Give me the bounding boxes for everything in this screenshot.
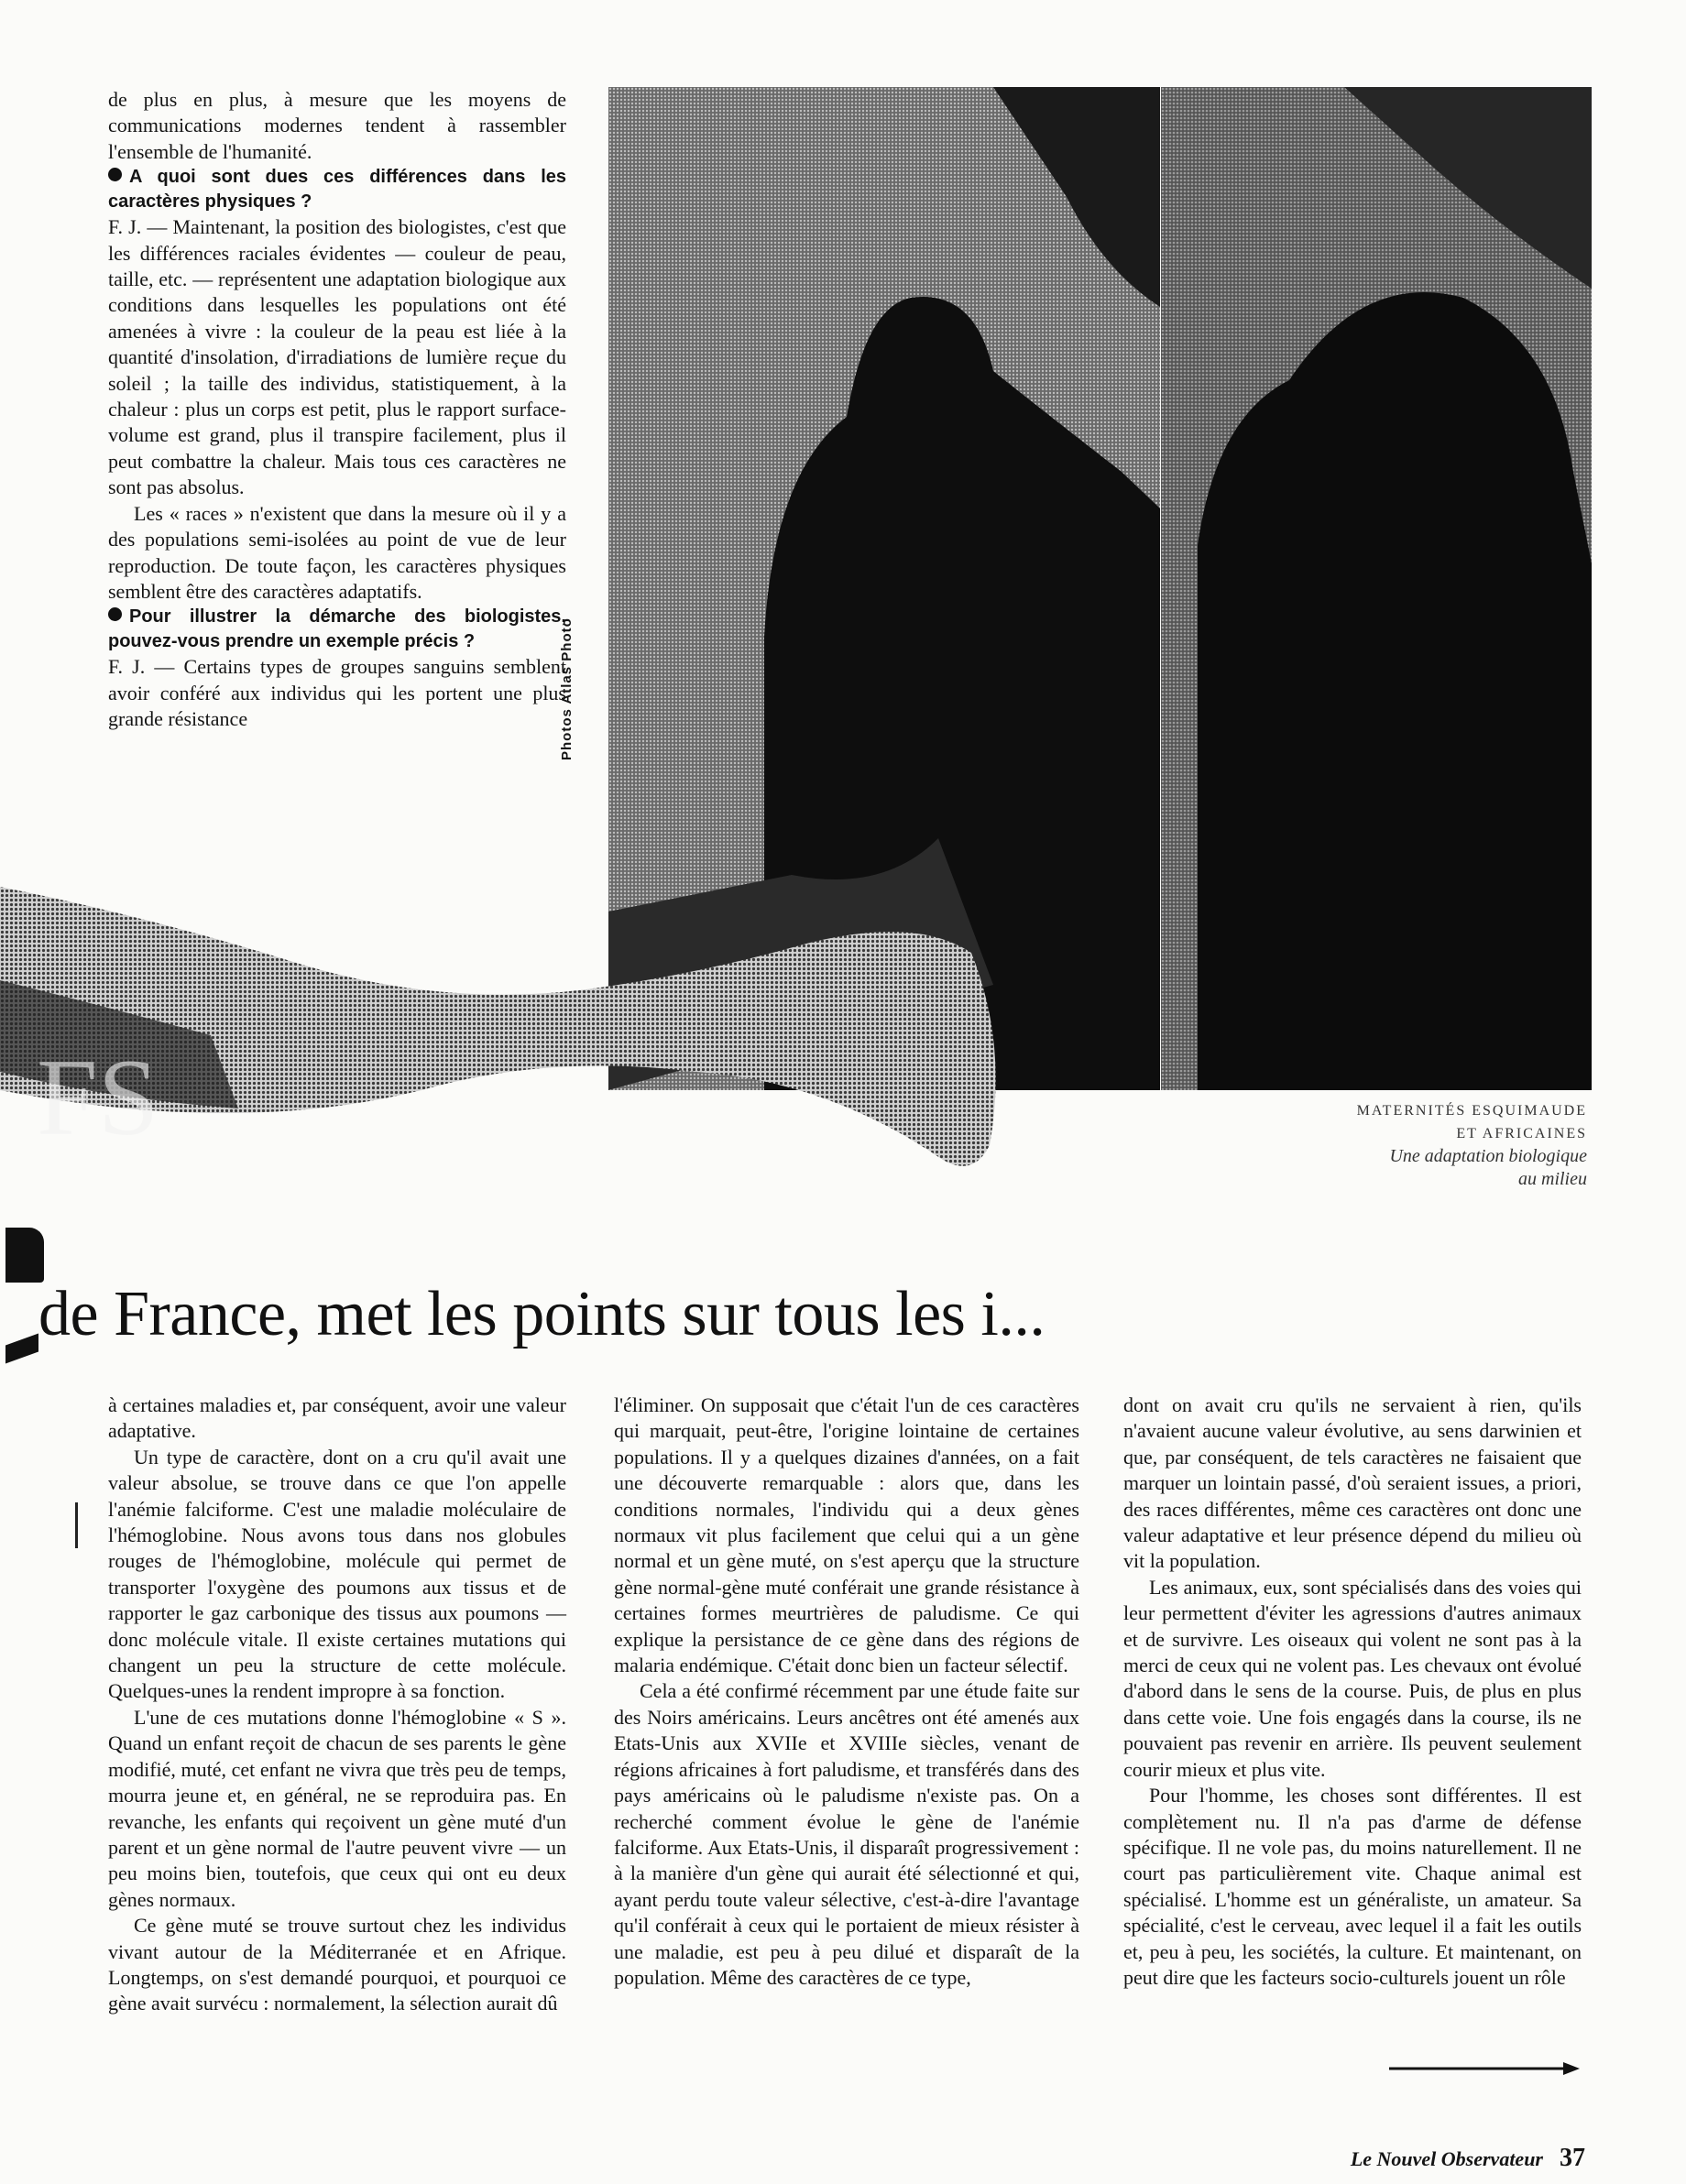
column-3 (1123, 1392, 1582, 1991)
caption-line-2: ET AFRICAINES (1456, 1126, 1587, 1141)
photo-african-maternity (1161, 87, 1592, 1090)
bullet-icon (108, 168, 122, 181)
publication-name: Le Nouvel Observateur (1350, 2147, 1543, 2170)
top-column (108, 87, 566, 733)
question-2: Pour illustrer la démarche des biologistes, pouvez-vous prendre un exemple précis ? (108, 606, 566, 652)
photo-credit: Photos Atlas Photo (559, 617, 575, 760)
caption-line-3: Une adaptation biologique (1389, 1146, 1587, 1166)
column-2-paragraph: Cela a été confirmé récemment par une étude faite sur des Noirs américains. Leurs ancêtres ont été amenés aux Etats-Unis aux XVIIe et XVIIIe siècles, venant de régions africaines à fort paludisme, et transférés dans des pays américains où le paludisme n'existe pas. On a recherché comment évolue le gène de l'anémie falciforme. Aux Etats-Unis, il disparaît progressivement : à la manière d'un gène qui aurait été sélectionné et qui, ayant perdu toute valeur sélective, c'est-à-dire l'avantage qu'il conférait à ceux qui le portaient de mieux résister à une maladie, est peu à peu dilué et disparaît de la population. Même des caractères de ce type, (614, 1679, 1079, 1989)
caption-line-1: MATERNITÉS ESQUIMAUDE (1356, 1103, 1587, 1119)
answer-2: F. J. — Certains types de groupes sanguins semblent avoir conféré aux individus qui les portent une plus grande résistance (108, 655, 566, 731)
column-3-paragraph: Les animaux, eux, sont spécialisés dans des voies qui leur permettent d'éviter les agressions d'autres animaux et de survivre. Les oiseaux qui volent ne sont pas à la merci de ceux qui ne volent pas. Les chevaux ont évolué d'abord dans le sens de la course. Puis, de plus en plus dans cette voie. Une fois engagés dans la course, ils ne pouvaient pas revenir en arrière. Ils peuvent seulement courir mieux et plus vite. (1123, 1575, 1582, 1781)
column-1-paragraph: Ce gène muté se trouve surtout chez les individus vivant autour de la Méditerranée et en Afrique. Longtemps, on s'est demandé pourquoi, et pourquoi ce gène avait survécu : normalement, la sélection aurait dû (108, 1914, 566, 2015)
column-2 (614, 1392, 1079, 1991)
margin-mark (75, 1502, 78, 1548)
column-2-paragraph: l'éliminer. On supposait que c'était l'un de ces caractères qui marquait, peut-être, l'origine lointaine de certaines populations. Il y a quelques dizaines d'années, on a fait une découverte remarquable : alors que, dans les conditions normales, l'individu qui a deux gènes normaux vit plus facilement que celui qui a un gène normal et un gène muté, on s'est aperçu que la structure gène normal-gène muté conférait une grande résistance à certaines formes meurtrières de paludisme. Ce qui explique la persistance de ce gène dans des régions de malaria endémique. C'était donc bien un facteur sélectif. (614, 1393, 1079, 1677)
column-1-paragraph: L'une de ces mutations donne l'hémoglobine « S ». Quand un enfant reçoit de chacun de ses parents le gène modifié, muté, cet enfant ne vivra que très peu de temps, mourra jeune et, en général, ne se reproduira pas. En revanche, les enfants qui reçoivent un gène muté d'un parent et un gène normal de l'autre peuvent vivre — un peu moins bien, toutefois, que ceux qui ont eu deux gènes normaux. (108, 1705, 566, 1911)
headline-ornament-foot (5, 1333, 38, 1363)
question-1: A quoi sont dues ces différences dans les caractères physiques ? (108, 167, 566, 213)
decorative-wave-image (0, 879, 1026, 1209)
column-1 (108, 1392, 566, 2017)
headline: de France, met les points sur tous les i... (38, 1279, 1046, 1349)
bullet-icon (108, 607, 122, 621)
photo-african-image (1161, 87, 1592, 1090)
continue-arrow-icon (1389, 2059, 1582, 2078)
decorative-graphic (0, 879, 1026, 1209)
answer-1: F. J. — Maintenant, la position des biologistes, c'est que les différences raciales évidentes — couleur de peau, taille, etc. — représentent une adaptation biologique aux conditions dans lesquelles les populations ont été amenées à vivre : la couleur de la peau est liée à la quantité d'insolation, d'irradiations de lumière reçue du soleil ; la taille des individus, statistiquement, à la chaleur : plus un corps est petit, plus le rapport surface-volume est grand, plus il transpire facilement, plus il peut combattre la chaleur. Mais tous ces caractères ne sont pas absolus. (108, 215, 566, 499)
intro-paragraph: de plus en plus, à mesure que les moyens de communications modernes tendent à rassembler l'ensemble de l'humanité. (108, 88, 566, 163)
answer-1b: Les « races » n'existent que dans la mesure où il y a des populations semi-isolées au point de vue de leur reproduction. De toute façon, les caractères physiques semblent être des caractères adaptatifs. (108, 501, 566, 603)
caption-line-4: au milieu (1518, 1169, 1587, 1189)
svg-text:FS: FS (37, 1036, 159, 1158)
headline-ornament (5, 1228, 44, 1283)
page-footer (1283, 2144, 1585, 2173)
page-number: 37 (1560, 2144, 1585, 2172)
column-3-paragraph: Pour l'homme, les choses sont différentes. Il est complètement nu. Il n'a pas d'arme de défense spécifique. Il ne vole pas, du moins naturellement. Il ne court pas particulièrement vite. Chaque animal est spécialisé. L'homme est un généraliste, un amateur. Sa spécialité, c'est le cerveau, avec lequel il a fait les outils et, peu à peu, les sociétés, la culture. Et maintenant, on peut dire que les facteurs socio-culturels jouent un rôle (1123, 1784, 1582, 1989)
column-1-paragraph: Un type de caractère, dont on a cru qu'il avait une valeur absolue, se trouve dans ce que l'on appelle l'anémie falciforme. C'est une maladie moléculaire de l'hémoglobine. Nous avons tous dans nos globules rouges de l'hémoglobine, molécule qui permet de transporter l'oxygène des poumons aux tissus et de rapporter le gaz carbonique des tissus aux poumons — donc molécule vitale. Il existe certaines mutations qui changent un peu la structure de cette molécule. Quelques-unes la rendent impropre à sa fonction. (108, 1445, 566, 1703)
column-1-paragraph: à certaines maladies et, par conséquent, avoir une valeur adaptative. (108, 1393, 566, 1443)
column-3-paragraph: dont on avait cru qu'ils ne servaient à rien, qu'ils n'avaient aucune valeur évolutive, au sens darwinien et que, par conséquent, de tels caractères ne faisaient que marquer un lointain passé, d'où seraient issues, a priori, des races différentes, même ces caractères ont donc une valeur adaptative et leur présence dépend du milieu où vit la population. (1123, 1393, 1582, 1573)
photo-caption (1210, 1099, 1587, 1191)
